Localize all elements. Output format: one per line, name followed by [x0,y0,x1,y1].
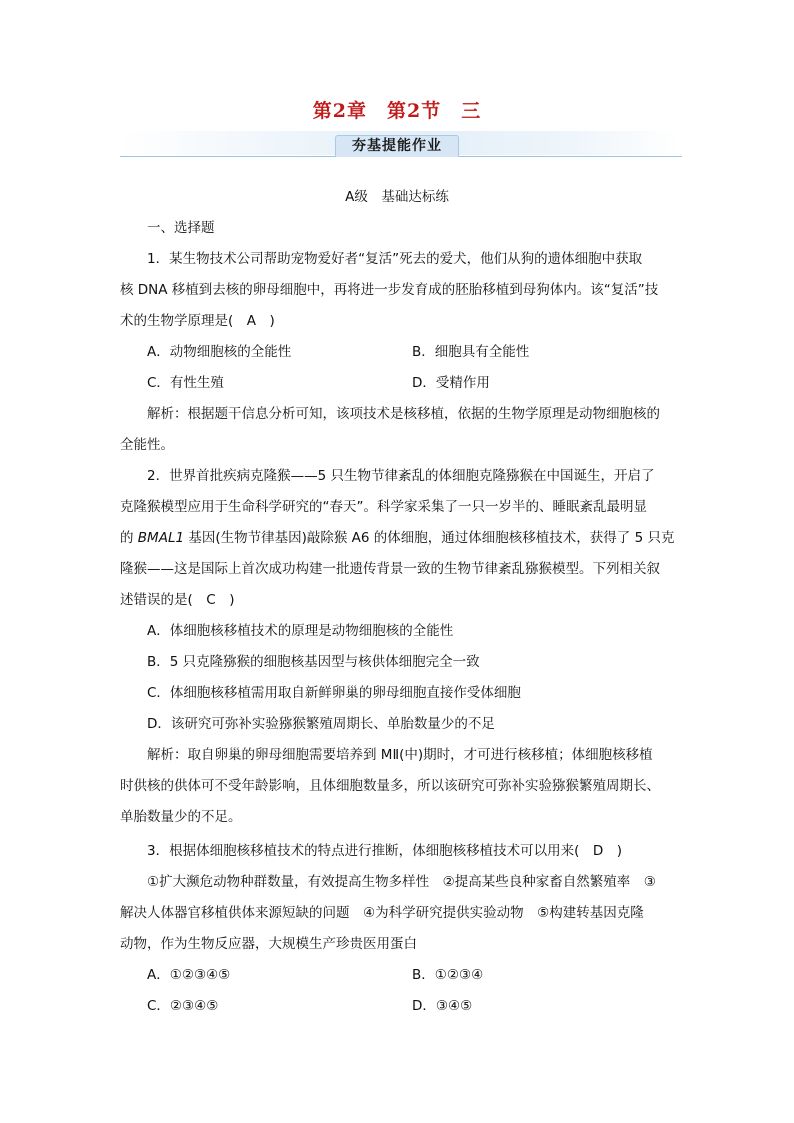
q1-option-b: B．细胞具有全能性 [412,344,530,360]
q3-option-c: C．②③④⑤ [147,998,219,1014]
q3-option-b: B．①②③④ [412,967,484,983]
q1-line-2: 核 DNA 移植到去核的卵母细胞中，再将进一步发育成的胚胎移植到母狗体内。该“复活”技 [120,282,659,298]
q3-item-line-1: ①扩大濒危动物种群数量，有效提高生物多样性 ②提高某些良种家畜自然繁殖率 ③ [147,874,656,890]
q3-item-line-2: 解决人体器官移植供体来源短缺的问题 ④为科学研究提供实验动物 ⑤构建转基因克隆 [120,905,644,921]
banner-label: 夯基提能作业 [335,135,459,157]
q2-analysis-2: 时供核的供体可不受年龄影响，且体细胞数量多，所以该研究可弥补实验猕猴繁殖周期长、 [120,778,660,794]
section-type: 一、选择题 [147,220,215,236]
q1-option-d: D．受精作用 [412,375,490,391]
q2-option-a: A．体细胞核移植技术的原理是动物细胞核的全能性 [147,623,454,639]
q2-line-4: 隆猴——这是国际上首次成功构建一批遗传背景一致的生物节律紊乱猕猴模型。下列相关叙 [120,561,660,577]
q2-analysis-3: 单胎数量少的不足。 [120,809,242,825]
q2-option-b: B．5 只克隆猕猴的细胞核基因型与核供体细胞完全一致 [147,654,480,670]
chapter-title: 第2章 第2节 三 [312,100,482,122]
q2-option-c: C．体细胞核移植需用取自新鲜卵巢的卵母细胞直接作受体细胞 [147,685,521,701]
q2-line-2: 克隆猴模型应用于生命科学研究的“春天”。科学家采集了一只一岁半的、睡眠紊乱最明显 [120,499,647,515]
q1-option-c: C．有性生殖 [147,375,224,391]
q3-line-1: 3．根据体细胞核移植技术的特点进行推断，体细胞核移植技术可以用来( D ) [147,843,623,859]
q2-line-3-suffix: 基因(生物节律基因)敲除猴 A6 的体细胞，通过体细胞核移植技术，获得了 5 只克 [184,530,675,546]
q2-analysis-1: 解析：取自卵巢的卵母细胞需要培养到 MⅡ(中)期时，才可进行核移植；体细胞核移植 [147,747,653,763]
q2-option-d: D．该研究可弥补实验猕猴繁殖周期长、单胎数量少的不足 [147,716,495,732]
gene-name: BMAL1 [137,530,185,546]
q2-line-1: 2．世界首批疾病克隆猴——5 只生物节律紊乱的体细胞克隆猕猴在中国诞生，开启了 [147,468,655,484]
q2-line-3 [120,528,674,548]
q2-line-3-prefix: 的 [120,530,138,546]
q1-line-1: 1．某生物技术公司帮助宠物爱好者“复活”死去的爱犬，他们从狗的遗体细胞中获取 [147,251,643,267]
section-level: A级 基础达标练 [345,189,449,205]
q3-option-a: A．①②③④⑤ [147,967,231,983]
q1-analysis-1: 解析：根据题干信息分析可知，该项技术是核移植，依据的生物学原理是动物细胞核的 [147,406,660,422]
q1-option-a: A．动物细胞核的全能性 [147,344,292,360]
q3-item-line-3: 动物，作为生物反应器，大规模生产珍贵医用蛋白 [120,936,417,952]
q2-line-5: 述错误的是( C ) [120,592,235,608]
q1-line-3: 术的生物学原理是( A ) [120,313,275,329]
q3-option-d: D．③④⑤ [412,998,473,1014]
q1-analysis-2: 全能性。 [120,437,174,453]
